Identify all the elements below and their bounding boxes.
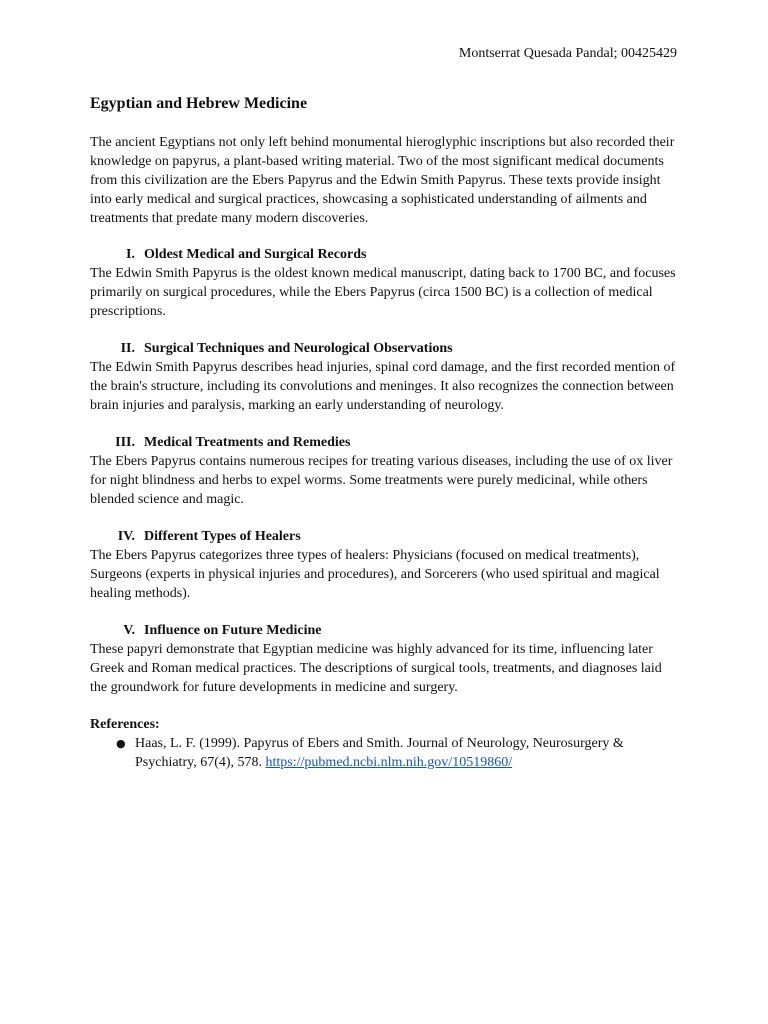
reference-item [90, 734, 680, 772]
bullet-icon: ● [116, 737, 126, 750]
section-oldest-records [90, 245, 680, 321]
section-heading-text: Different Types of Healers [144, 529, 301, 544]
section-heading [90, 245, 680, 264]
section-numeral: III. [115, 435, 135, 450]
section-heading-text: Influence on Future Medicine [144, 623, 322, 638]
reference-text: Haas, L. F. (1999). Papyrus of Ebers and Smith. Journal of Neurology, Neurosurgery & Psychiatry, 67(4), 578. [135, 736, 624, 770]
document-title: Egyptian and Hebrew Medicine [90, 95, 308, 112]
section-body: The Edwin Smith Papyrus is the oldest known medical manuscript, dating back to 1700 BC, and focuses primarily on surgical procedures, while the Ebers Papyrus (circa 1500 BC) is a collection of medical prescriptions. [90, 266, 676, 319]
references-list [90, 734, 680, 772]
section-heading [90, 527, 680, 546]
section-heading [90, 433, 680, 452]
intro-paragraph: The ancient Egyptians not only left behind monumental hieroglyphic inscriptions but also recorded their knowledge on papyrus, a plant-based writing material. Two of the most significant medical documents from this civilization are the Ebers Papyrus and the Edwin Smith Papyrus. These texts provide insight into early medical and surgical practices, showcasing a sophisticated understanding of ailments and treatments that predate many modern discoveries. [90, 135, 675, 226]
section-numeral: II. [120, 341, 135, 356]
section-numeral: I. [126, 247, 135, 262]
author-header: Montserrat Quesada Pandal; 00425429 [458, 46, 677, 61]
section-treatments [90, 433, 680, 509]
section-heading-text: Surgical Techniques and Neurological Observations [144, 341, 453, 356]
section-healers [90, 527, 680, 603]
section-body: These papyri demonstrate that Egyptian medicine was highly advanced for its time, influencing later Greek and Roman medical practices. The descriptions of surgical tools, treatments, and diagnoses laid the groundwork for future developments in medicine and surgery. [90, 642, 662, 695]
section-body: The Edwin Smith Papyrus describes head injuries, spinal cord damage, and the first recorded mention of the brain's structure, including its convolutions and meninges. It also recognizes the connection between brain injuries and paralysis, marking an early understanding of neurology. [90, 360, 676, 413]
section-heading-text: Oldest Medical and Surgical Records [144, 247, 367, 262]
section-numeral: V. [123, 623, 135, 638]
section-surgical-techniques [90, 339, 680, 415]
section-numeral: IV. [117, 529, 135, 544]
section-influence [90, 621, 680, 697]
section-heading-text: Medical Treatments and Remedies [144, 435, 351, 450]
references-heading: References: [90, 717, 160, 732]
reference-link[interactable]: https://pubmed.ncbi.nlm.nih.gov/10519860/ [265, 755, 513, 770]
section-body: The Ebers Papyrus categorizes three types of healers: Physicians (focused on medical treatments), Surgeons (experts in physical injuries and procedures), and Sorcerers (who used spiritual and magical healing methods). [90, 548, 660, 601]
references-section [90, 715, 680, 772]
section-heading [90, 621, 680, 640]
section-heading [90, 339, 680, 358]
section-body: The Ebers Papyrus contains numerous recipes for treating various diseases, including the use of ox liver for night blindness and herbs to expel worms. Some treatments were purely medicinal, while others blended science and magic. [90, 454, 673, 507]
